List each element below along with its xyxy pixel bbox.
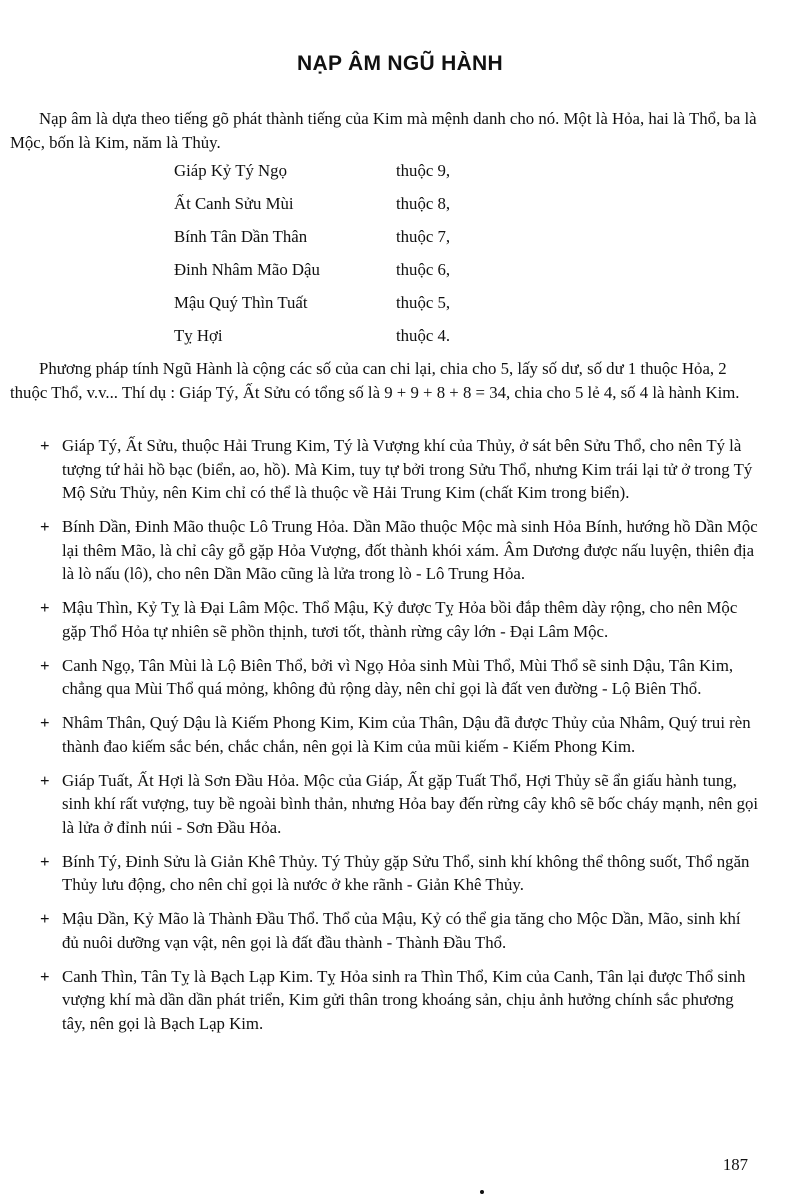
list-item-text: Canh Ngọ, Tân Mùi là Lộ Biên Thổ, bởi vì Ngọ Hỏa sinh Mùi Thổ, Mùi Thổ sẽ sinh Dậu, Tân Kim, chẳng qua Mùi Thổ quá mỏng, không đủ rộng dày, nên chỉ gọi là đất ven đường - Lộ Biên Thổ. — [62, 655, 734, 698]
method-paragraph: Phương pháp tính Ngũ Hành là cộng các số của can chi lại, chia cho 5, lấy số dư, số dư 1 thuộc Hỏa, 2 thuộc Thổ, v.v... Thí dụ : Giáp Tý, Ất Sửu có tổng số là 9 + 9 + 8 + 8 = 34, chia cho 5 lẻ 4, số 4 là hành Kim. — [10, 359, 740, 402]
intro-paragraph: Nạp âm là dựa theo tiếng gõ phát thành tiếng của Kim mà mệnh danh cho nó. Một là Hỏa, hai là Thổ, ba là Mộc, bốn là Kim, năm là Thủy. — [10, 109, 757, 152]
row-name: Bính Tân Dần Thân — [174, 227, 308, 246]
table-row — [174, 227, 514, 260]
row-value: thuộc 5, — [396, 293, 451, 312]
list-item-text: Bính Tý, Đinh Sửu là Giản Khê Thủy. Tý Thủy gặp Sửu Thổ, sinh khí không thể thông suốt, Thổ ngăn Thủy lưu động, cho nên chỉ gọi là nước ở khe rãnh - Giản Khê Thủy. — [62, 851, 750, 894]
table-row — [174, 293, 514, 326]
list-item — [10, 654, 760, 701]
list-item-text: Mậu Dần, Kỷ Mão là Thành Đầu Thổ. Thổ của Mậu, Kỷ có thể gia tăng cho Mộc Dần, Mão, sinh khí đủ nuôi dưỡng vạn vật, nên gọi là đất đầu thành - Thành Đầu Thổ. — [62, 909, 741, 952]
row-value: thuộc 7, — [396, 227, 451, 246]
table-row — [174, 260, 514, 293]
table-row — [174, 194, 514, 227]
list-item — [10, 769, 760, 840]
row-value: thuộc 6, — [396, 260, 451, 279]
bullet: + — [40, 770, 50, 790]
list-item-text: Mậu Thìn, Kỷ Tỵ là Đại Lâm Mộc. Thổ Mậu, Kỷ được Tỵ Hỏa bồi đắp thêm dày rộng, cho nên Mộc gặp Thổ Hỏa tự nhiên sẽ phồn thịnh, tươi tốt, thành rừng cây lớn - Đại Lâm Mộc. — [62, 598, 738, 641]
bullet: + — [40, 851, 50, 871]
list-item-text: Bính Dần, Đinh Mão thuộc Lô Trung Hỏa. Dần Mão thuộc Mộc mà sinh Hỏa Bính, hướng hồ Dần Mộc lại thêm Mão, là chỉ cây gỗ gặp Hỏa Vượng, đốt thành khói xám. Âm Dương được nấu luyện, thiên địa là lò nấu (lô), cho nên Dần Mão cũng là lửa trong lò - Lô Trung Hỏa. — [62, 517, 758, 583]
bullet: + — [40, 966, 50, 986]
list-item-text: Nhâm Thân, Quý Dậu là Kiếm Phong Kim, Kim của Thân, Dậu đã được Thủy của Nhâm, Quý trui rèn thành đao kiếm sắc bén, chắc chắn, nên gọi là Kim của mũi kiếm - Kiếm Phong Kim. — [62, 713, 751, 756]
element-list — [10, 434, 760, 1046]
bullet: + — [40, 909, 50, 928]
bullet: + — [40, 655, 50, 675]
page-title: NẠP ÂM NGŨ HÀNH — [297, 52, 503, 75]
row-name: Đinh Nhâm Mão Dậu — [174, 260, 320, 279]
row-name: Giáp Kỷ Tý Ngọ — [174, 161, 287, 180]
bullet: + — [40, 713, 50, 732]
row-value: thuộc 4. — [396, 326, 451, 345]
bullet: + — [40, 517, 50, 536]
list-item — [10, 434, 760, 505]
list-item-text: Canh Thìn, Tân Tỵ là Bạch Lạp Kim. Tỵ Hỏa sinh ra Thìn Thổ, Kim của Canh, Tân lại được Thổ sinh vượng khí mà dần dần phát triển, Kim gửi thân trong khoáng sản, chịu ảnh hưởng chính sắc phương tây, nên gọi là Bạch Lạp Kim. — [62, 966, 746, 1033]
row-value: thuộc 9, — [396, 161, 451, 180]
list-item — [10, 850, 760, 897]
list-item-text: Giáp Tuất, Ất Hợi là Sơn Đầu Hỏa. Mộc của Giáp, Ất gặp Tuất Thổ, Hợi Thủy sẽ ẩn giấu hành tung, sinh khí rất vượng, tuy bề ngoài bình thản, nhưng Hỏa bay đến rừng cây khô sẽ bốc cháy mạnh, nên gọi là lửa ở đỉnh núi - Sơn Đầu Hỏa. — [62, 770, 759, 837]
row-name: Ất Canh Sửu Mùi — [174, 194, 294, 213]
list-item — [10, 596, 760, 643]
row-value: thuộc 8, — [396, 194, 451, 213]
list-item — [10, 515, 760, 586]
list-item — [10, 907, 760, 954]
page-number: 187 — [722, 1155, 748, 1174]
scan-speck — [480, 1190, 484, 1194]
list-item-text: Giáp Tý, Ất Sửu, thuộc Hải Trung Kim, Tý là Vượng khí của Thủy, ở sát bên Sửu Thổ, cho nên Tý là tượng tứ hải hồ bạc (biển, ao, hồ). Mà Kim, tuy tự bởi trong Sửu Thổ, nhưng Kim trái lại tử ở trong Tý Mộ Sửu Thủy, nên Kim chỉ có thể là thuộc về Hải Trung Kim (chất Kim trong biển). — [62, 436, 753, 502]
table-row — [174, 326, 514, 359]
bullet: + — [40, 436, 50, 455]
number-table — [174, 161, 514, 359]
row-name: Mậu Quý Thìn Tuất — [174, 293, 308, 312]
list-item — [10, 965, 760, 1036]
bullet: + — [40, 598, 50, 617]
table-row — [174, 161, 514, 194]
list-item — [10, 711, 760, 758]
row-name: Tỵ Hợi — [174, 326, 223, 345]
